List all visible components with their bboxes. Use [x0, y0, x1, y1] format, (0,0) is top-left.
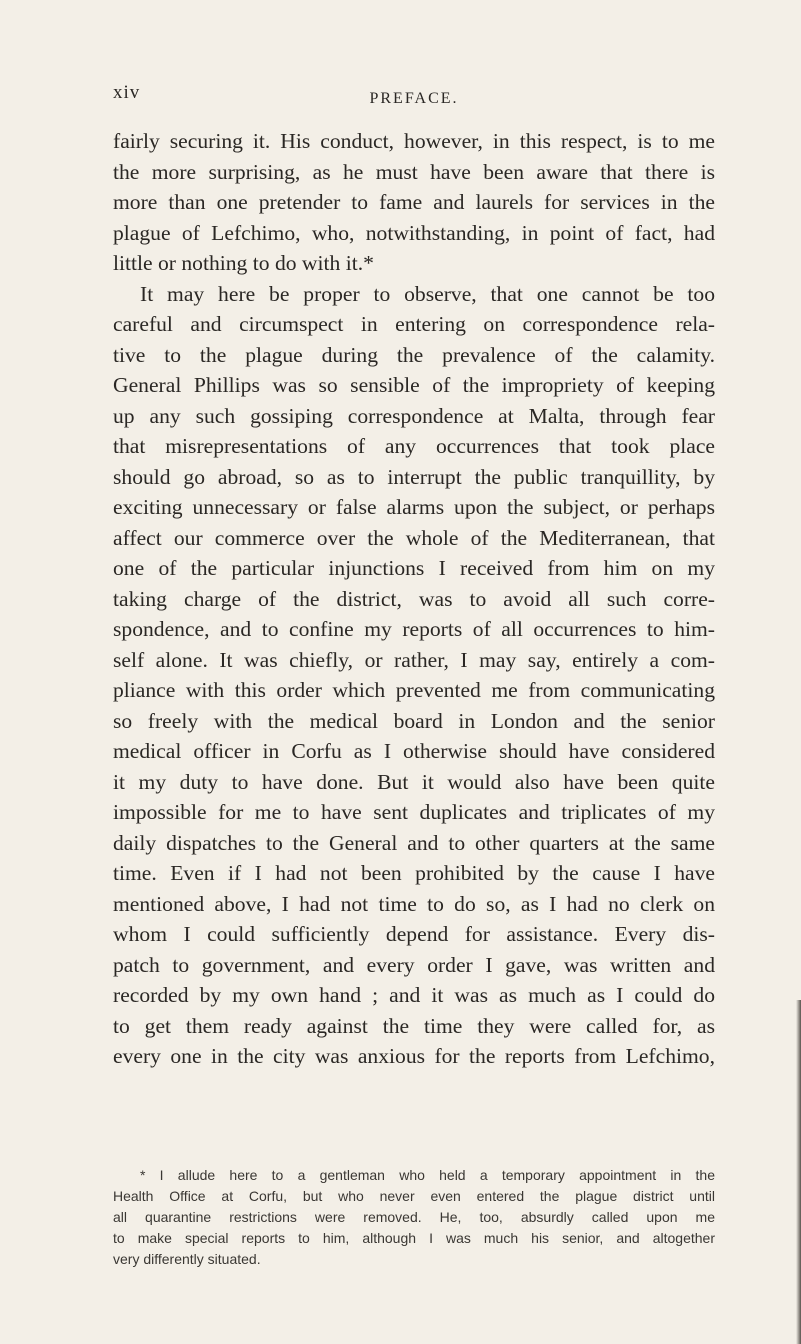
text-line: time. Even if I had not been prohibited by the cause I have: [113, 861, 715, 885]
text-line: tive to the plague during the prevalence of the calamity.: [113, 342, 715, 367]
text-line: It may here be proper to observe, that one cannot be too: [140, 281, 715, 306]
text-line: taking charge of the district, was to avoid all such corre-: [113, 586, 715, 611]
footnote-line: Health Office at Corfu, but who never even entered the plague district until: [113, 1188, 715, 1204]
page-number: xiv: [113, 82, 141, 103]
text-line: recorded by my own hand ; and it was as much as I could do: [113, 983, 715, 1007]
text-line: spondence, and to confine my reports of all occurrences to him-: [113, 617, 715, 641]
text-line: should go abroad, so as to interrupt the public tranquillity, by: [113, 464, 715, 489]
text-line: it my duty to have done. But it would also have been quite: [113, 769, 715, 794]
text-line: plague of Lefchimo, who, notwithstanding, in point of fact, had: [113, 220, 715, 245]
footnote-line: all quarantine restrictions were removed. He, too, absurdly called upon me: [113, 1209, 715, 1225]
text-line: every one in the city was anxious for the reports from Lefchimo,: [113, 1044, 715, 1068]
footnote: [113, 1165, 715, 1270]
text-line: whom I could sufficiently depend for assistance. Every dis-: [113, 922, 715, 946]
text-line: affect our commerce over the whole of the Mediterranean, that: [113, 525, 715, 550]
footnote-line: * I allude here to a gentleman who held a temporary appointment in the: [140, 1167, 715, 1183]
running-head: PREFACE.: [369, 90, 459, 107]
text-line: more than one pretender to fame and laurels for services in the: [113, 190, 715, 214]
text-line: exciting unnecessary or false alarms upon the subject, or perhaps: [113, 495, 715, 519]
page-edge-shadow: [796, 1000, 801, 1344]
text-line: daily dispatches to the General and to other quarters at the same: [113, 830, 715, 855]
text-line: little or nothing to do with it.*: [113, 251, 374, 275]
page-header: [113, 82, 715, 112]
text-line: self alone. It was chiefly, or rather, I may say, entirely a com-: [113, 647, 715, 672]
footnote-line: very differently situated.: [113, 1251, 261, 1267]
text-line: patch to government, and every order I gave, was written and: [113, 952, 715, 977]
text-line: General Phillips was so sensible of the impropriety of keeping: [113, 373, 715, 397]
text-line: mentioned above, I had not time to do so, as I had no clerk on: [113, 891, 715, 916]
text-line: to get them ready against the time they were called for, as: [113, 1013, 715, 1038]
text-line: that misrepresentations of any occurrences that took place: [113, 434, 715, 458]
text-line: fairly securing it. His conduct, however, in this respect, is to me: [113, 129, 715, 153]
text-line: one of the particular injunctions I received from him on my: [113, 556, 715, 580]
text-line: impossible for me to have sent duplicates and triplicates of my: [113, 800, 715, 824]
body-text: [113, 126, 715, 1072]
text-line: careful and circumspect in entering on correspondence rela-: [113, 312, 715, 336]
text-line: so freely with the medical board in London and the senior: [113, 708, 715, 733]
text-line: the more surprising, as he must have been aware that there is: [113, 159, 715, 184]
footnote-line: to make special reports to him, although I was much his senior, and altogether: [113, 1230, 715, 1246]
text-line: up any such gossiping correspondence at Malta, through fear: [113, 403, 715, 428]
text-line: pliance with this order which prevented me from communicating: [113, 678, 715, 702]
text-line: medical officer in Corfu as I otherwise should have considered: [113, 739, 715, 763]
